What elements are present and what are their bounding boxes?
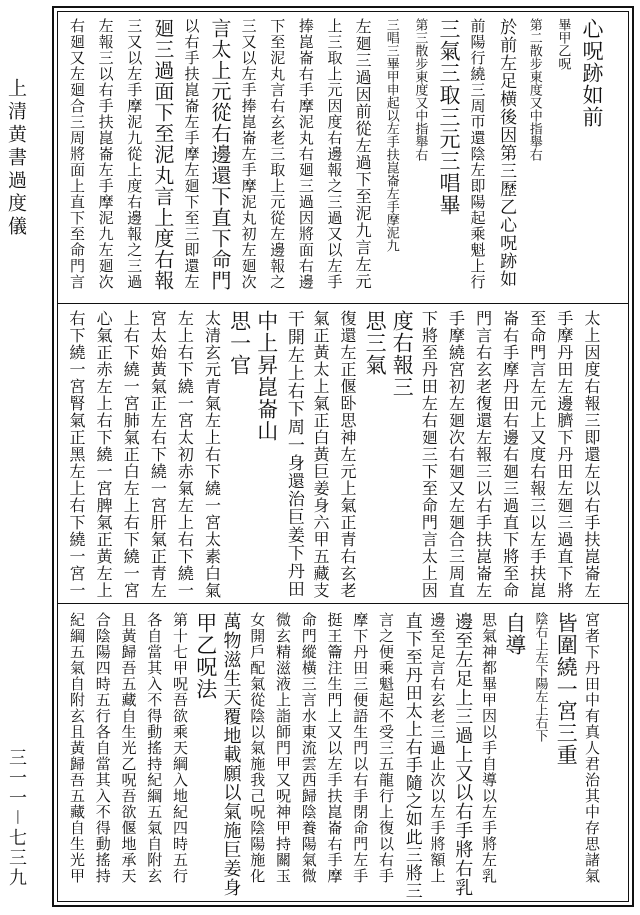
text-column: 干開左上右下周一身還治巨姜下丹田 [283, 310, 304, 598]
text-column: 下至泥丸言右玄老三取上元從左邊報之 [268, 18, 287, 290]
text-column: 氣正黃太上氣正白黃巨姜身六甲五藏支 [310, 310, 330, 599]
text-column: 邊至左足上三過上又以右手將右乳 [452, 612, 474, 897]
text-column: 命門縱橫三言水東流雲西歸陰養陽氣微 [299, 612, 318, 884]
text-column: 且黃歸吾五藏自生光乙呪吾欲偃地承天 [119, 612, 138, 884]
text-column: 言之便乘魁起不受三五龍行上復以右手 [377, 612, 395, 884]
text-column: 崙右手摩丹田右邊右廻三過直下將至命 [500, 310, 520, 599]
text-column: 各自當其入不得動搖持紀綱五氣自附玄 [145, 612, 164, 884]
text-column: 左上右下繞一宮太初赤氣左上右下繞一 [175, 310, 195, 599]
text-column: 門言右玄老復還左報三以右手扶崑崙左 [473, 310, 493, 599]
text-column: 太上因度右報三即還左以右手扶崑崙左 [582, 310, 601, 599]
text-column: 甲乙呪法 [193, 612, 218, 700]
section-divider-1 [57, 303, 629, 304]
text-column: 第二散步東度又中指舉右 [526, 18, 542, 161]
text-column: 三氣三取三元三唱畢 [436, 18, 461, 216]
text-column: 皆圍繞一宮三重 [554, 612, 579, 766]
text-column: 萬物滋生天覆地載願以氣施巨姜身 [220, 612, 242, 897]
text-column: 邊至足言右玄老三過止次以左手將額上 [428, 612, 447, 884]
text-column: 前陽行繞三周帀還陰左即陽起乘魁上行 [468, 18, 487, 290]
text-column: 左報三以右手扶崑崙左手摩泥九左廻次 [96, 18, 115, 290]
book-title: 上清黄書過度儀 [5, 78, 27, 239]
text-column: 挺王籥注生門上又以左手扶崑崙右手摩 [325, 612, 344, 884]
text-column: 宮太始黃氣正左右下繞一宮肝氣正青左 [148, 310, 168, 599]
text-column: 微玄精滋液上詣師門甲又呪神甲持關玉 [274, 612, 292, 884]
text-column: 上三取上元因度右邊報之三過又以左手 [325, 18, 344, 290]
text-column: 右下繞一宮腎氣正黑左上右下繞一宮一 [67, 310, 86, 599]
text-column: 下將至丹田左右廻三下至命門言太上因 [419, 310, 439, 599]
text-column: 思一官 [227, 310, 252, 376]
text-column: 思三氣 [363, 310, 388, 376]
text-column: 心呪跡如前 [580, 18, 604, 128]
text-column: 言太上元從右邊還下直下命門 [208, 18, 233, 291]
text-column: 捧崑崙右手摩泥丸右廻三過因將面右邊 [296, 18, 315, 290]
section-divider-2 [57, 603, 629, 604]
text-column: 宮者下丹田中有真人君治其中存思諸氣 [583, 612, 601, 884]
text-column: 三唱三畢甲申起以左手扶崑崙左手摩泥九 [383, 18, 399, 252]
text-column: 手摩丹田左邊臍下丹田左廻三過直下將 [554, 310, 574, 599]
text-column: 右廻又左廻合三周將面上直下至命門言 [68, 18, 86, 290]
text-column: 上右下繞一宮肺氣正白左上右下繞一宮 [121, 310, 141, 599]
text-column: 左廻三過因前從左過下至泥九言左元 [353, 18, 373, 290]
text-column: 思氣神都畢甲因以手自導以左手將左乳 [480, 612, 498, 884]
text-column: 三又以左手摩泥九從上度右邊報之三過 [125, 18, 144, 290]
text-column: 太清玄元青氣左上右下繞一宮太素白氣 [202, 310, 222, 599]
text-column: 心氣正赤左上右下繞一宮脾氣正黃左上 [94, 310, 114, 599]
text-column: 第十七甲呪吾欲乘天綱入地紀四時五行 [171, 612, 189, 884]
text-column: 度右報三 [390, 310, 415, 398]
text-column: 第三散步東度又中指舉右 [412, 18, 428, 161]
text-column: 中上昇崑崙山 [254, 310, 279, 442]
text-column: 至命門言左元上又度右報三以左手扶崑 [527, 310, 547, 599]
text-column: 三又以左手捧崑崙左手摩泥丸初左廻次 [239, 18, 258, 290]
text-column: 於前左足横後因第三歷乙心呪跡如 [496, 18, 517, 288]
text-column: 摩下丹田三便語生門以右手閉命門左手 [351, 612, 370, 884]
text-column: 畢甲乙呪 [555, 18, 571, 70]
text-column: 廻三過面下至泥丸言上度右報 [150, 18, 175, 291]
text-column: 女開戶配氣從陰以氣施我己呪陰陽施化 [248, 612, 267, 884]
page-number: 三一一－七三九 [6, 748, 27, 888]
text-column: 復還左正偃卧思神左元上氣正青右玄老 [338, 310, 358, 599]
text-column: 自導 [502, 612, 527, 656]
text-column: 紀綱五氣自附玄且黃歸吾五藏自生光甲 [68, 612, 86, 884]
text-column: 合陰陽四時五行各自當其入不得動搖持 [93, 612, 112, 884]
text-column: 直下至丹田太上右手隨之如此三將三 [401, 612, 422, 900]
text-column: 手摩繞宮初左廻次右廻又左廻合三周直 [446, 310, 466, 599]
text-column: 陰右上左下陽左上右下 [532, 612, 548, 742]
text-column: 以右手扶崑崙左手摩左廻下至三即還左 [182, 18, 201, 290]
